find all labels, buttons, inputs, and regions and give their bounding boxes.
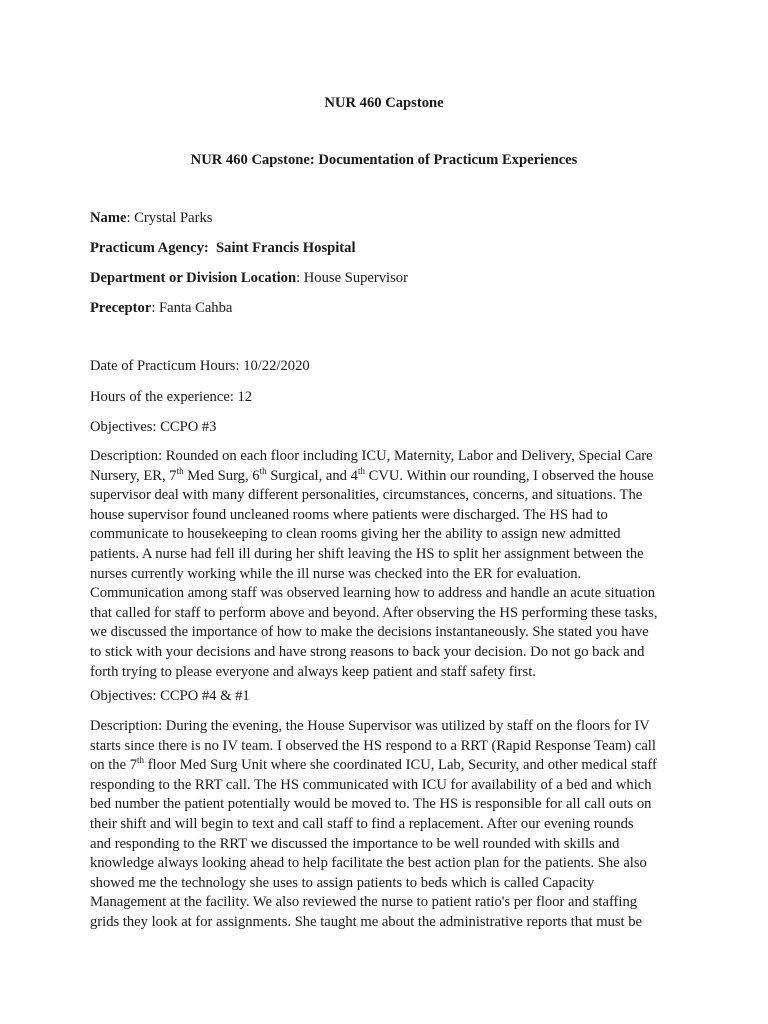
paragraph-line: communicate to housekeeping to clean rooms giving her the ability to assign new admitted <box>90 526 621 543</box>
name-value: : Crystal Parks <box>126 210 213 226</box>
paragraph-line: supervisor deal with many different personalities, circumstances, concerns, and situations. The <box>90 487 643 504</box>
paragraph-line: responding to the RRT call. The HS communicated with ICU for availability of a bed and which <box>90 776 652 793</box>
name-label: Name <box>90 210 127 226</box>
document-subtitle: NUR 460 Capstone: Documentation of Practicum Experiences <box>190 152 578 168</box>
department-field <box>90 269 408 289</box>
agency-field <box>90 239 356 259</box>
objectives-2: Objectives: CCPO #4 & #1 <box>90 688 250 704</box>
paragraph-line: that called for staff to perform above and beyond. After observing the HS performing these tasks, <box>90 604 658 621</box>
paragraph-line: Description: Rounded on each floor including ICU, Maternity, Labor and Delivery, Special Care <box>90 448 653 464</box>
paragraph-line: bed number the patient potentially would be moved to. The HS is responsible for all call outs on <box>90 796 652 813</box>
paragraph-line: house supervisor found uncleaned rooms where patients were discharged. The HS had to <box>90 506 608 523</box>
paragraph-line: showed me the technology she uses to assign patients to beds which is called Capacity <box>90 874 595 891</box>
paragraph-line: Description: During the evening, the House Supervisor was utilized by staff on the floors for IV <box>90 718 650 734</box>
agency-value: Saint Francis Hospital <box>216 240 356 256</box>
agency-label: Practicum Agency: <box>90 240 209 256</box>
paragraph-line: to stick with your decisions and have strong reasons to back your decision. Do not go back and <box>90 643 645 660</box>
paragraph-line: and responding to the RRT we discussed the importance to be well rounded with skills and <box>90 835 620 852</box>
paragraph-line: Communication among staff was observed learning how to address and handle an acute situation <box>90 585 656 602</box>
paragraph-line: forth trying to please everyone and always keep patient and staff safety first. <box>90 663 536 680</box>
preceptor-label: Preceptor <box>90 300 152 316</box>
practicum-hours: Hours of the experience: 12 <box>90 389 253 405</box>
practicum-date: Date of Practicum Hours: 10/22/2020 <box>90 358 310 374</box>
department-value: : House Supervisor <box>296 270 408 286</box>
department-label: Department or Division Location <box>90 270 297 286</box>
paragraph-line: knowledge always looking ahead to help facilitate the best action plan for the patients. She also <box>90 855 647 872</box>
paragraph-line: grids they look at for assignments. She taught me about the administrative reports that must be <box>90 913 643 930</box>
paragraph-line: patients. A nurse had fell ill during her shift leaving the HS to split her assignment between the <box>90 545 644 562</box>
description-paragraph-1 <box>90 447 682 682</box>
paragraph-line: their shift and will begin to text and call staff to find a replacement. After our evening rounds <box>90 815 634 832</box>
objectives-1: Objectives: CCPO #3 <box>90 419 217 435</box>
paragraph-line: nurses currently working while the ill nurse was checked into the ER for evaluation. <box>90 565 582 582</box>
paragraph-line: starts since there is no IV team. I observed the HS respond to a RRT (Rapid Response Team) call <box>90 737 656 754</box>
paragraph-line: Nursery, ER, 7th Med Surg, 6th Surgical, and 4th CVU. Within our rounding, I observed the house <box>90 465 654 484</box>
preceptor-value: : Fanta Cahba <box>151 300 233 316</box>
document-title: NUR 460 Capstone <box>324 95 444 111</box>
paragraph-line: Management at the facility. We also reviewed the nurse to patient ratio's per floor and staffing <box>90 894 638 911</box>
paragraph-line: on the 7th floor Med Surg Unit where she coordinated ICU, Lab, Security, and other medical staff <box>90 755 657 774</box>
paragraph-line: we discussed the importance of how to make the decisions instantaneously. She stated you have <box>90 624 649 641</box>
name-field <box>90 209 212 229</box>
preceptor-field <box>90 299 232 319</box>
description-paragraph-2 <box>90 717 682 933</box>
